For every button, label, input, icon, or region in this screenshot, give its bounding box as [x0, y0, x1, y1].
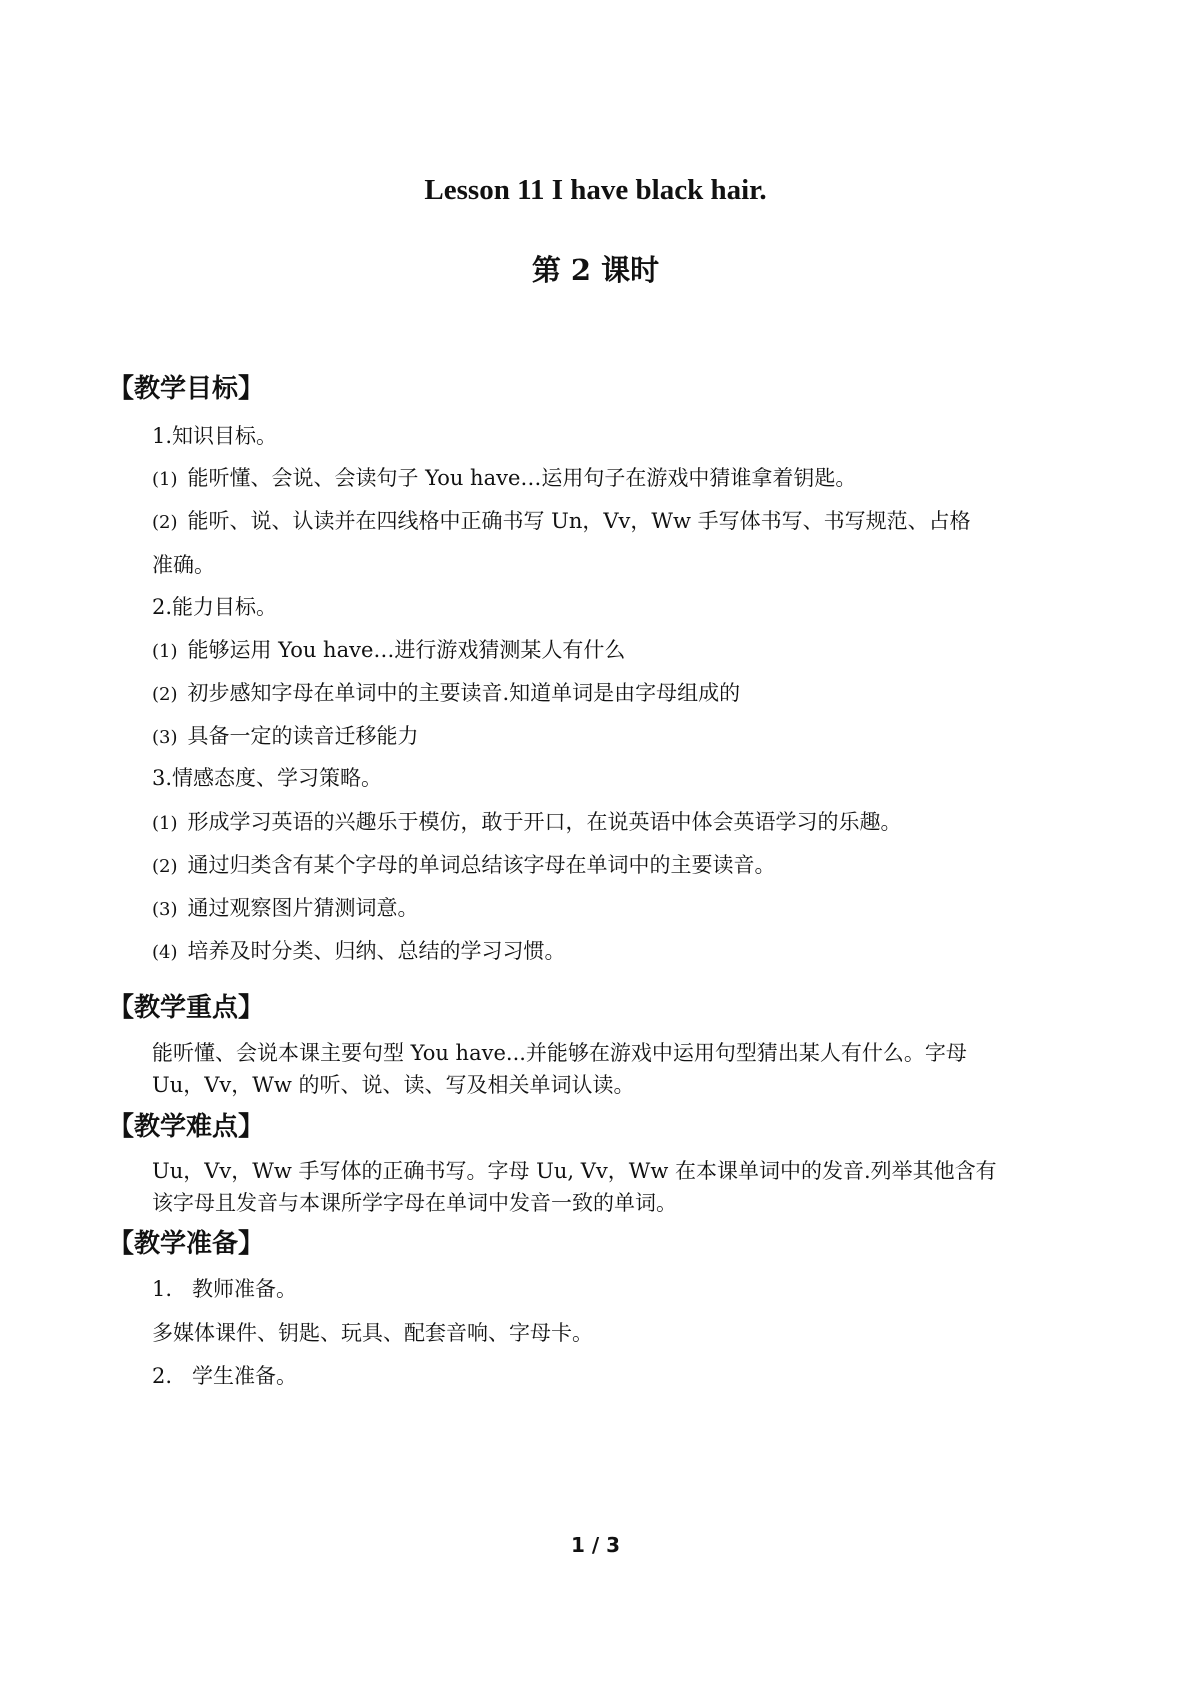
emotion-objective-3	[152, 893, 419, 925]
emotion-objective-1	[152, 807, 902, 839]
key-points-line-2: Uu，Vv，Ww 的听、说、读、写及相关单词认读。	[152, 1073, 635, 1097]
knowledge-objective-2	[152, 506, 971, 538]
item-number: (1)	[152, 813, 178, 834]
item-text: 学生准备。	[192, 1364, 297, 1388]
emotion-objective-title: 3.情感态度、学习策略。	[152, 766, 383, 790]
lesson-subtitle: 第 2 课时	[531, 253, 660, 287]
item-text: 具备一定的读音迁移能力	[187, 724, 419, 748]
difficulties-line-1: Uu，Vv，Ww 手写体的正确书写。字母 Uu, Vv，Ww 在本课单词中的发音.列举其他含有	[152, 1159, 997, 1183]
teacher-preparation-detail: 多媒体课件、钥匙、玩具、配套音响、字母卡。	[152, 1321, 593, 1345]
item-text: 通过归类含有某个字母的单词总结该字母在单词中的主要读音。	[187, 853, 776, 877]
item-text: 初步感知字母在单词中的主要读音.知道单词是由字母组成的	[187, 681, 741, 705]
knowledge-objective-title: 1.知识目标。	[152, 424, 278, 448]
ability-objective-1	[152, 635, 625, 667]
item-text: 教师准备。	[192, 1277, 297, 1301]
difficulties-heading: 【教学难点】	[108, 1112, 265, 1142]
item-number: (1)	[152, 641, 178, 662]
item-text: 通过观察图片猜测词意。	[187, 896, 419, 920]
teacher-preparation	[152, 1274, 297, 1304]
item-number: (3)	[152, 727, 178, 748]
page-number: 1 / 3	[570, 1533, 621, 1557]
preparation-heading: 【教学准备】	[108, 1229, 265, 1259]
item-number: (4)	[152, 942, 178, 963]
ability-objective-title: 2.能力目标。	[152, 595, 278, 619]
key-points-heading: 【教学重点】	[108, 993, 265, 1023]
item-text: 培养及时分类、归纳、总结的学习习惯。	[187, 939, 566, 963]
objectives-heading: 【教学目标】	[108, 374, 265, 404]
item-number: (3)	[152, 899, 178, 920]
item-text: 形成学习英语的兴趣乐于模仿，敢于开口，在说英语中体会英语学习的乐趣。	[187, 810, 902, 834]
difficulties-line-2: 该字母且发音与本课所学字母在单词中发音一致的单词。	[152, 1191, 677, 1215]
student-preparation	[152, 1361, 297, 1391]
item-number: (2)	[152, 512, 178, 533]
item-number: 1.	[152, 1277, 173, 1301]
knowledge-objective-1	[152, 463, 856, 495]
ability-objective-2	[152, 678, 740, 710]
item-text: 能听、说、认读并在四线格中正确书写 Un，Vv，Ww 手写体书写、书写规范、占格	[187, 509, 971, 533]
item-number: (1)	[152, 469, 178, 490]
item-text: 能听懂、会说、会读句子 You have…运用句子在游戏中猜谁拿着钥匙。	[187, 466, 857, 490]
item-text: 能够运用 You have…进行游戏猜测某人有什么	[187, 638, 626, 662]
key-points-line-1: 能听懂、会说本课主要句型 You have...并能够在游戏中运用句型猜出某人有什么。字母	[152, 1041, 967, 1065]
item-number: (2)	[152, 856, 178, 877]
lesson-title: Lesson 11 I have black hair.	[424, 174, 767, 206]
knowledge-objective-2-continued: 准确。	[152, 553, 215, 577]
ability-objective-3	[152, 721, 419, 753]
item-number: 2.	[152, 1364, 173, 1388]
emotion-objective-2	[152, 850, 776, 882]
item-number: (2)	[152, 684, 178, 705]
emotion-objective-4	[152, 936, 566, 968]
